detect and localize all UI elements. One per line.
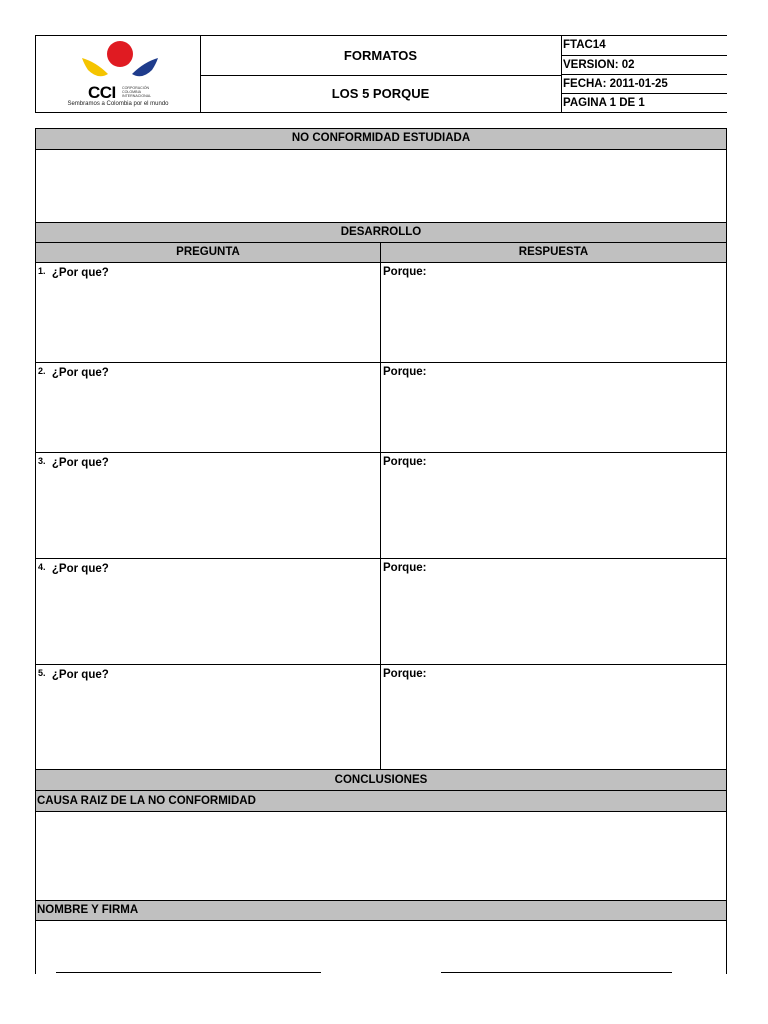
section-nonconformity: NO CONFORMIDAD ESTUDIADA [36, 129, 726, 150]
title-formatos: FORMATOS [200, 36, 561, 76]
answer-label: Porque: [383, 668, 427, 680]
logo-brand: CCI [88, 83, 116, 102]
five-whys-form [35, 128, 727, 974]
question-label: $^{2.}$ ¿Por que? [38, 366, 109, 379]
question-label: $^{5.}$ ¿Por que? [38, 668, 109, 681]
section-conclusions: CONCLUSIONES [36, 769, 726, 791]
col-question-header: PREGUNTA [176, 246, 240, 258]
question-row-3[interactable] [36, 453, 726, 559]
nonconformity-field[interactable] [36, 150, 726, 222]
signature-field[interactable] [36, 921, 726, 975]
cci-logo-icon [78, 40, 162, 86]
signature-line-left [56, 972, 321, 973]
logo-subtitle: CORPORACIÓN COLOMBIA INTERNACIONAL [122, 86, 152, 98]
meta-page: PAGINA 1 DE 1 [562, 93, 727, 112]
root-cause-field[interactable] [36, 812, 726, 900]
meta-version: VERSION: 02 [562, 55, 727, 74]
question-row-1[interactable] [36, 263, 726, 363]
logo-tagline: Sembramos a Colombia por el mundo [67, 101, 169, 107]
section-root-cause: CAUSA RAIZ DE LA NO CONFORMIDAD [36, 790, 726, 812]
section-development: DESARROLLO [36, 222, 726, 243]
col-answer-header: RESPUESTA [380, 243, 726, 262]
logo-box [35, 35, 201, 113]
answer-label: Porque: [383, 266, 427, 278]
question-row-2[interactable] [36, 363, 726, 453]
section-name-signature: NOMBRE Y FIRMA [36, 900, 726, 921]
meta-code: FTAC14 [563, 39, 606, 51]
question-label: $^{1.}$ ¿Por que? [38, 266, 109, 279]
title-form-name: LOS 5 PORQUE [331, 86, 430, 101]
answer-label: Porque: [383, 562, 427, 574]
meta-box [562, 35, 727, 113]
meta-date: FECHA: 2011-01-25 [562, 74, 727, 93]
signature-line-right [441, 972, 672, 973]
question-row-4[interactable] [36, 559, 726, 665]
question-label: $^{3.}$ ¿Por que? [38, 456, 109, 469]
answer-label: Porque: [383, 456, 427, 468]
question-label: $^{4.}$ ¿Por que? [38, 562, 109, 575]
table-header [36, 242, 726, 263]
document-header [35, 35, 727, 113]
title-box [200, 35, 562, 113]
question-row-5[interactable] [36, 665, 726, 769]
answer-label: Porque: [383, 366, 427, 378]
